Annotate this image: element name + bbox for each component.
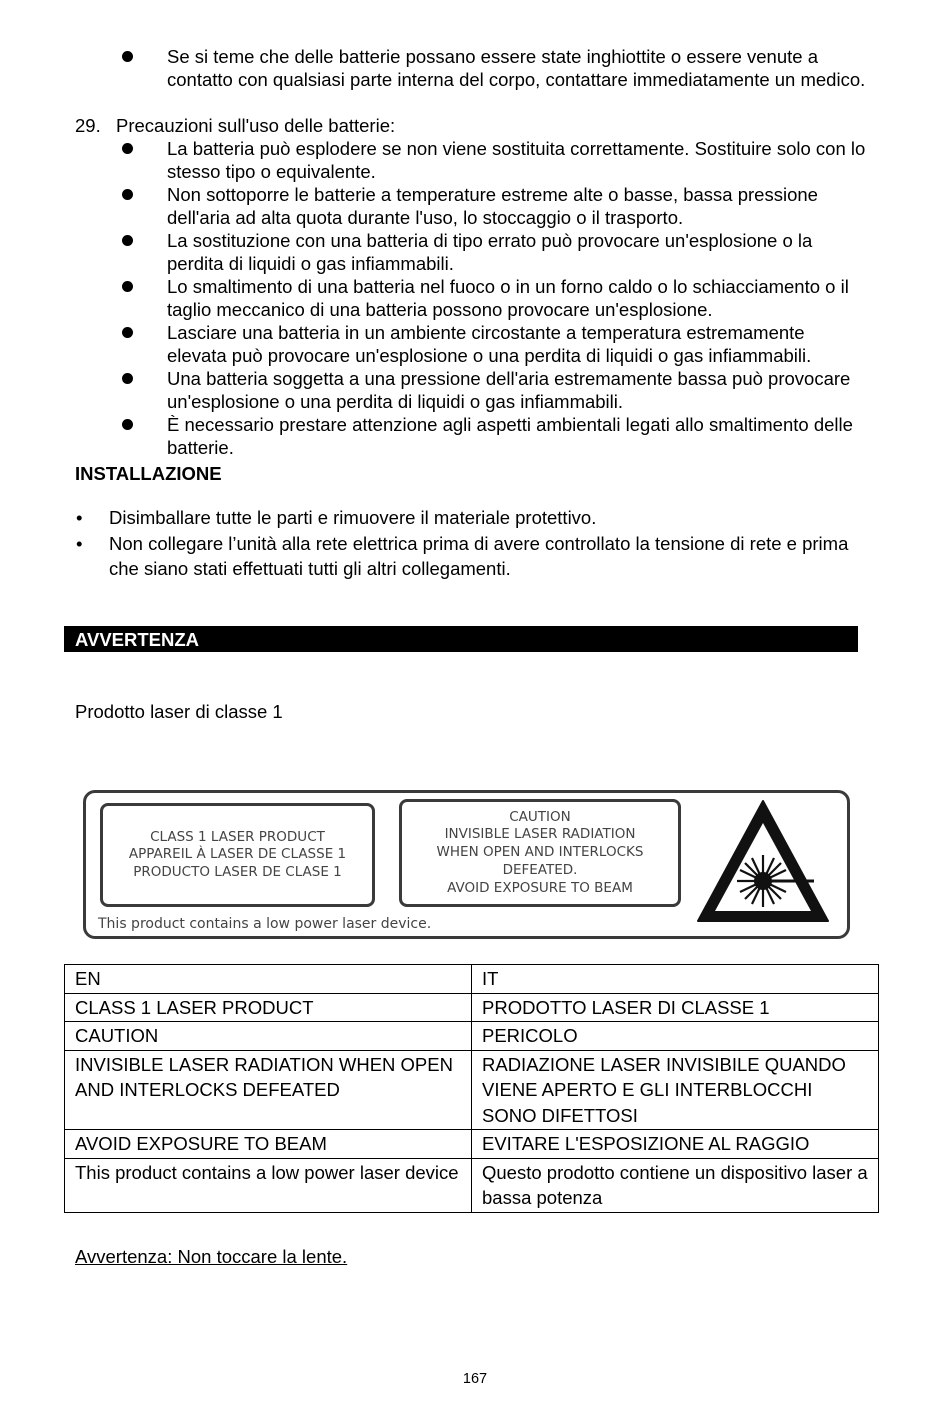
translation-table — [64, 964, 879, 1213]
list-item: La sostituzione con una batteria di tipo errato può provocare un'esplosione o la perdita di liquidi o gas infiammabili. — [167, 229, 867, 275]
table-cell: Questo prodotto contiene un dispositivo laser a bassa potenza — [472, 1158, 879, 1212]
table-cell: EN — [65, 965, 472, 994]
table-row — [65, 993, 879, 1022]
warning-banner — [64, 626, 858, 652]
table-row — [65, 1050, 879, 1130]
list-item: • Disimballare tutte le parti e rimuovere il materiale protettivo. — [76, 507, 597, 528]
table-row — [65, 1158, 879, 1212]
caution-label-box: CAUTION INVISIBLE LASER RADIATION WHEN OPEN AND INTERLOCKS DEFEATED. AVOID EXPOSURE TO BEAM — [399, 799, 681, 907]
bullet-icon: • — [76, 507, 83, 528]
table-row — [65, 1022, 879, 1051]
list-item: Lo smaltimento di una batteria nel fuoco o in un forno caldo o lo schiacciamento o il taglio meccanico di una batteria possono provocare un'esplosione. — [167, 275, 867, 321]
table-cell: RADIAZIONE LASER INVISIBILE QUANDO VIENE APERTO E GLI INTERBLOCCHI SONO DIFETTOSI — [472, 1050, 879, 1130]
table-cell: IT — [472, 965, 879, 994]
laser-hazard-icon — [694, 797, 832, 925]
bullet-icon — [122, 373, 133, 384]
table-cell: CAUTION — [65, 1022, 472, 1051]
laser-warning-label — [83, 790, 850, 939]
label-footer: This product contains a low power laser device. — [98, 916, 432, 932]
section-number: 29. — [75, 115, 101, 136]
laser-class-text: Prodotto laser di classe 1 — [75, 701, 283, 722]
table-cell: PRODOTTO LASER DI CLASSE 1 — [472, 993, 879, 1022]
list-item: Lasciare una batteria in un ambiente circostante a temperatura estremamente elevata può provocare un'esplosione o una perdita di liquidi o gas infiammabili. — [167, 321, 867, 367]
list-item: • Non collegare l’unità alla rete elettrica prima di avere controllato la tensione di rete e prima che siano stati effettuati tutti gli altri collegamenti. — [76, 533, 849, 579]
bullet-icon — [122, 235, 133, 246]
bullet-icon: • — [76, 533, 83, 554]
table-row — [65, 965, 879, 994]
table-cell: This product contains a low power laser device — [65, 1158, 472, 1212]
table-cell: AVOID EXPOSURE TO BEAM — [65, 1130, 472, 1159]
table-cell: EVITARE L'ESPOSIZIONE AL RAGGIO — [472, 1130, 879, 1159]
list-item: La batteria può esplodere se non viene sostituita correttamente. Sostituire solo con lo stesso tipo o equivalente. — [167, 137, 867, 183]
table-row — [65, 1130, 879, 1159]
warning-banner-label: AVVERTENZA — [75, 629, 200, 650]
bullet-icon — [122, 419, 133, 430]
list-item: È necessario prestare attenzione agli aspetti ambientali legati allo smaltimento delle batterie. — [167, 413, 867, 459]
table-cell: CLASS 1 LASER PRODUCT — [65, 993, 472, 1022]
bullet-icon — [122, 143, 133, 154]
page-number: 167 — [462, 1371, 488, 1387]
section-title: Precauzioni sull'uso delle batterie: — [116, 115, 396, 136]
table-cell: INVISIBLE LASER RADIATION WHEN OPEN AND INTERLOCKS DEFEATED — [65, 1050, 472, 1130]
bullet-icon — [122, 51, 133, 62]
bullet-icon — [122, 281, 133, 292]
list-item: Non sottoporre le batterie a temperature estreme alte o basse, bassa pressione dell'aria ad alta quota durante l'uso, lo stoccaggio o il trasporto. — [167, 183, 867, 229]
section-heading: INSTALLAZIONE — [75, 463, 222, 484]
table-cell: PERICOLO — [472, 1022, 879, 1051]
bullet-icon — [122, 327, 133, 338]
bullet-icon — [122, 189, 133, 200]
list-item: Se si teme che delle batterie possano essere state inghiottite o essere venute a contatto con qualsiasi parte interna del corpo, contattare immediatamente un medico. — [167, 45, 867, 91]
lens-warning: Avvertenza: Non toccare la lente. — [75, 1246, 348, 1267]
list-item: Una batteria soggetta a una pressione dell'aria estremamente bassa può provocare un'esplosione o una perdita di liquidi o gas infiammabili. — [167, 367, 867, 413]
class-label-box: CLASS 1 LASER PRODUCT APPAREIL À LASER DE CLASSE 1 PRODUCTO LASER DE CLASE 1 — [100, 803, 375, 907]
